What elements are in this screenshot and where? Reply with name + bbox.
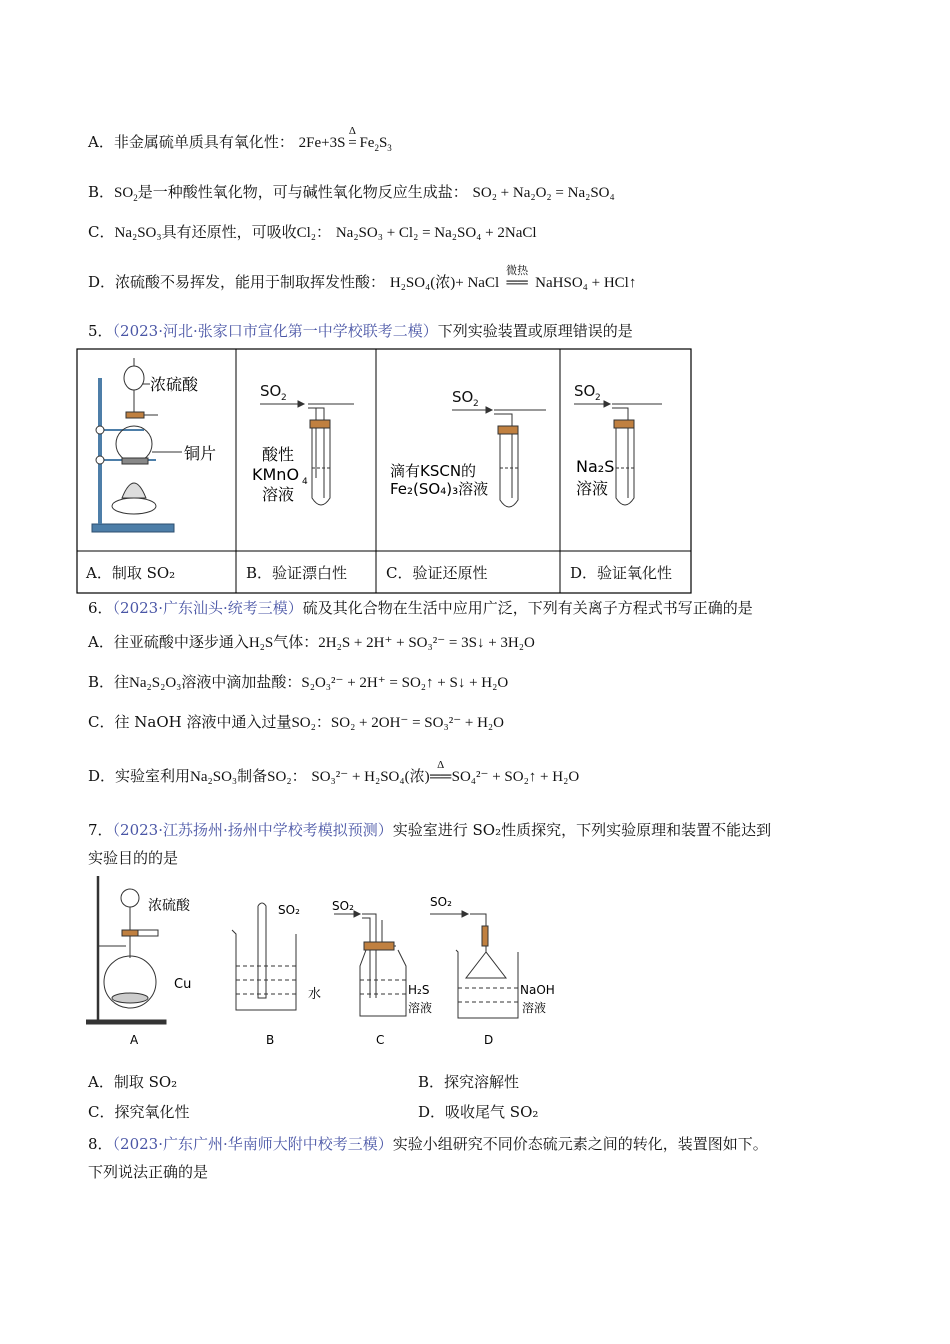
q5-option-d: D．验证氧化性 [570,564,673,582]
svg-text:酸性: 酸性 [262,445,295,464]
equation: 2Fe+3S Δ = $Fe_2S_3$ [298,125,392,153]
q6-option-c: C．往 NaOH 溶液中通入过量SO₂：SO₂ + 2OH⁻ = SO₃²⁻ + H₂O [88,713,504,731]
q7-fig-c [334,911,406,1016]
option-text: A．非金属硫单质具有氧化性： [88,133,294,151]
svg-text:B: B [266,1033,275,1047]
svg-text:Cu: Cu [174,977,192,992]
q5-source: （2023·河北·张家口市宣化第一中学校联考二模） [112,322,438,340]
q5-option-b: B．验证漂白性 [246,564,348,582]
svg-text:SO: SO [452,388,474,406]
svg-text:4: 4 [302,477,308,487]
q4-option-c: C．Na₂SO₃具有还原性，可吸收Cl₂： Na₂SO₃ + Cl₂ = Na₂SO₄ + 2NaCl [88,223,537,241]
q5-apparatus-table [76,348,694,596]
q8-stem: 8．（2023·广东广州·华南师大附中校考三模）实验小组研究不同价态硫元素之间的转化，装置图如下。 [88,1135,768,1153]
svg-text:A: A [130,1033,139,1047]
svg-text:浓硫酸: 浓硫酸 [148,898,190,914]
svg-text:溶液: 溶液 [576,479,609,498]
q7-source: （2023·江苏扬州·扬州中学校考模拟预测） [112,821,393,839]
equation: H₂SO₄(浓)+ NaCl 微热 ══ NaHSO₄ + HCl↑ [389,265,637,291]
q6-stem: 6．（2023·广东汕头·统考三模）硫及其化合物在生活中应用广泛，下列有关离子方程式书写正确的是 [88,599,753,617]
svg-text:SO: SO [574,382,596,400]
q5-option-c: C．验证还原性 [386,564,488,582]
q6-option-a: A．往亚硫酸中逐步通入H₂S气体：2H₂S + 2H⁺ + SO₃²⁻ = 3S↓ + 3H₂O [88,633,535,651]
q4-option-a [88,125,392,158]
svg-text:KMnO: KMnO [252,465,300,484]
q4-option-b: B．$SO_2$是一种酸性氧化物，可与碱性氧化物反应生成盐： SO₂ + Na₂O₂ = Na₂SO₄ [88,183,615,203]
q7-option-a: A．制取 SO₂ [88,1073,178,1091]
svg-text:溶液: 溶液 [408,1001,433,1015]
svg-text:C: C [376,1033,385,1047]
svg-text:滴有KSCN的: 滴有KSCN的 [390,462,477,480]
q4-option-d: D．浓硫酸不易挥发，能用于制取挥发性酸： H₂SO₄(浓)+ NaCl 微热 ══ NaHSO₄ + HCl↑ [88,265,637,291]
svg-text:NaOH: NaOH [520,983,555,997]
equation: SO₂ + Na₂O₂ = Na₂SO₄ [472,185,615,201]
svg-text:溶液: 溶液 [522,1001,547,1015]
q7-apparatus-figure [86,870,566,1050]
svg-text:2: 2 [473,399,479,409]
equation: Na₂SO₃ + Cl₂ = Na₂SO₄ + 2NaCl [335,225,537,241]
q7-option-c: C．探究氧化性 [88,1103,190,1121]
q7-fig-d [430,911,518,1018]
q5-option-a: A．制取 SO₂ [86,564,176,582]
q6-option-b: B．往Na₂S₂O₃溶液中滴加盐酸：S₂O₃²⁻ + 2H⁺ = SO₂↑ + S↓ + H₂O [88,673,509,691]
label-conc-acid: 浓硫酸 [150,375,199,394]
q7-stem: 7．（2023·江苏扬州·扬州中学校考模拟预测）实验室进行 SO₂性质探究，下列实验原理和装置不能达到 [88,821,772,839]
label-copper: 铜片 [184,444,217,463]
q8-stem-cont: 下列说法正确的是 [88,1163,209,1181]
q7-fig-b [232,903,296,1010]
svg-text:SO₂: SO₂ [332,899,354,913]
svg-text:溶液: 溶液 [262,485,295,504]
svg-text:SO: SO [260,382,282,400]
svg-text:水: 水 [308,987,322,1002]
q8-source: （2023·广东广州·华南师大附中校考三模） [112,1135,393,1153]
svg-text:Fe₂(SO₄)₃溶液: Fe₂(SO₄)₃溶液 [390,480,489,498]
q7-option-d: D．吸收尾气 SO₂ [418,1103,539,1121]
svg-text:Na₂S: Na₂S [576,457,615,476]
q7-option-b: B．探究溶解性 [418,1073,520,1091]
svg-text:H₂S: H₂S [408,983,430,997]
svg-text:SO₂: SO₂ [278,903,300,917]
q6-option-d: D．实验室利用Na₂SO₃制备SO₂： SO₃²⁻ + H₂SO₄(浓) Δ ══SO₄²⁻ + SO₂↑ + H₂O [88,759,580,785]
svg-text:D: D [484,1033,494,1047]
svg-text:2: 2 [281,393,287,403]
q5-stem: 5．（2023·河北·张家口市宣化第一中学校联考二模）下列实验装置或原理错误的是 [88,322,633,340]
q7-stem-cont: 实验目的的是 [88,849,179,867]
svg-text:2: 2 [595,393,601,403]
svg-text:SO₂: SO₂ [430,895,452,909]
q6-source: （2023·广东汕头·统考三模） [112,599,303,617]
